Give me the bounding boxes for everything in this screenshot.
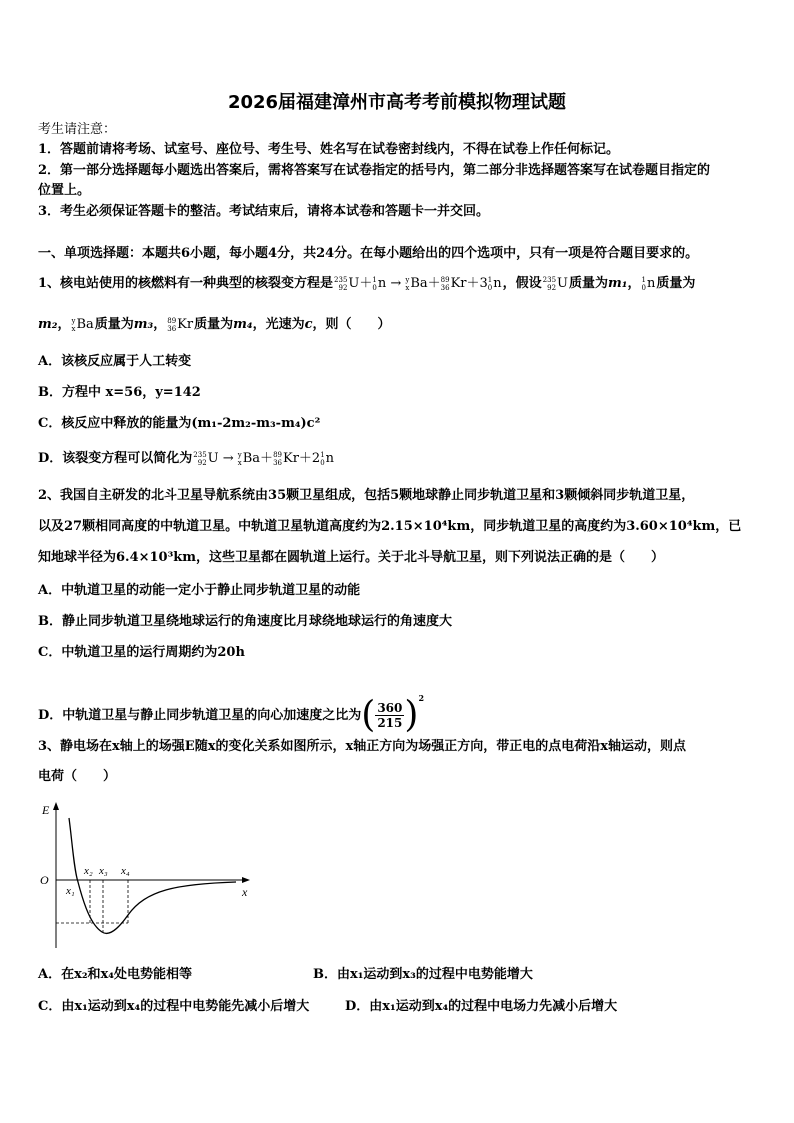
q3-option-d[interactable]: D．由x₁运动到x₄的过程中电场力先减小后增大 <box>345 999 618 1014</box>
q1-stem-line2: m₂，y xBa质量为m₃，89 36Kr质量为m₄，光速为c，则（ ） <box>38 316 391 333</box>
q2-frac-den: 215 <box>377 716 403 730</box>
q1-line2-e: ，则（ ） <box>312 317 391 332</box>
q2-ratio-fraction <box>375 701 404 730</box>
q2-left-paren: ( <box>361 694 376 736</box>
q1-c: c <box>304 317 313 332</box>
label-x4: x₄ <box>121 865 130 877</box>
q1-option-d-text: D．该裂变方程可以简化为 <box>38 451 193 466</box>
q3-stem-line1: 3、静电场在x轴上的场强E随x的变化关系如图所示，x轴正方向为场强正方向，带正电的点电荷沿x轴运动，则点 <box>38 739 686 754</box>
notice-item-3: 3．考生必须保证答题卡的整洁。考试结束后，请将本试卷和答题卡一并交回。 <box>38 204 490 219</box>
page-title: 2026届福建漳州市高考考前模拟物理试题 <box>227 92 567 113</box>
q1-stem-e: 质量为 <box>656 276 696 291</box>
q1-equation: 235 92U＋1 0n → y xBa＋89 36Kr＋31 0n <box>334 275 502 292</box>
q1-line2-a: 质量为 <box>94 317 134 332</box>
q1-option-d[interactable] <box>38 450 758 468</box>
notice-heading: 考生请注意： <box>38 122 117 137</box>
x-axis-arrow <box>242 877 250 883</box>
q1-kr-symbol: 89 36Kr <box>167 316 194 333</box>
q1-simplified-equation: 235 92U → y xBa＋89 36Kr＋21 0n <box>193 450 335 467</box>
label-origin: O <box>40 873 49 887</box>
field-curve <box>69 818 236 933</box>
q2-option-b[interactable]: B．静止同步轨道卫星绕地球运行的角速度比月球绕地球运行的角速度大 <box>38 614 452 629</box>
notice-item-2-cont: 位置上。 <box>38 183 91 198</box>
notice-item-1: 1．答题前请将考场、试室号、座位号、考生号、姓名写在试卷密封线内，不得在试卷上作任何标记。 <box>38 142 620 157</box>
q2-option-d[interactable] <box>38 676 758 738</box>
q2-stem-line3: 知地球半径为6.4×10³km，这些卫星都在圆轨道上运行。关于北斗导航卫星，则下列说法正确的是（ ） <box>38 550 665 565</box>
e-axis-arrow <box>53 802 59 810</box>
q1-m1: m₁ <box>608 276 628 291</box>
q2-stem-line2: 以及27颗相同高度的中轨道卫星。中轨道卫星轨道高度约为2.15×10⁴km，同步轨道卫星的高度约为3.60×10⁴km，已 <box>38 519 742 534</box>
q1-u235-symbol: 235 92U <box>542 275 568 292</box>
q2-option-a[interactable]: A．中轨道卫星的动能一定小于静止同步轨道卫星的动能 <box>38 583 361 598</box>
q1-stem-a: 1、核电站使用的核燃料有一种典型的核裂变方程是 <box>38 276 334 291</box>
q1-option-a[interactable]: A．该核反应属于人工转变 <box>38 354 192 369</box>
q2-frac-num: 360 <box>377 701 403 715</box>
notice-item-2: 2．第一部分选择题每小题选出答案后，需将答案写在试卷指定的括号内，第二部分非选择题答案写在试卷题目指定的 <box>38 163 711 178</box>
label-x2: x₂ <box>84 865 93 877</box>
q2-option-d-text: D．中轨道卫星与静止同步轨道卫星的向心加速度之比为 <box>38 708 362 723</box>
q1-ba-symbol: y xBa <box>71 316 94 333</box>
q2-stem-line1: 2、我国自主研发的北斗卫星导航系统由35颗卫星组成，包括5颗地球静止同步轨道卫星和3颗倾斜同步轨道卫星， <box>38 488 695 503</box>
q1-stem-c: 质量为 <box>569 276 609 291</box>
q1-m3: m₃ <box>133 317 154 332</box>
q2-exponent: 2 <box>418 693 425 703</box>
q1-option-b[interactable]: B．方程中 x=56，y=142 <box>38 385 201 400</box>
q1-stem-d: ， <box>627 276 641 291</box>
q2-option-c[interactable]: C．中轨道卫星的运行周期约为20h <box>38 645 245 660</box>
q1-neutron-symbol: 1 0n <box>641 275 656 292</box>
q3-option-c[interactable]: C．由x₁运动到x₄的过程中电势能先减小后增大 <box>38 999 310 1014</box>
label-x1: x₁ <box>66 885 75 897</box>
field-strength-graph <box>36 800 256 955</box>
q1-line2-b: ， <box>153 317 167 332</box>
q1-m2: m₂ <box>38 317 58 332</box>
q3-stem-line2: 电荷（ ） <box>38 769 117 784</box>
section-heading: 一、单项选择题：本题共6小题，每小题4分，共24分。在每小题给出的四个选项中，只有一项是符合题目要求的。 <box>38 246 699 261</box>
q1-line2-c: 质量为 <box>194 317 234 332</box>
q1-m4: m₄ <box>233 317 253 332</box>
q1-line2-d: ，光速为 <box>252 317 305 332</box>
q2-right-paren: ) <box>404 694 419 736</box>
q3-option-a[interactable]: A．在x₂和x₄处电势能相等 <box>38 967 192 982</box>
q1-stem-line1 <box>38 275 758 293</box>
q1-option-c[interactable]: C．核反应中释放的能量为(m₁-2m₂-m₃-m₄)c² <box>38 416 321 431</box>
label-x3: x₃ <box>99 865 108 877</box>
q3-option-b[interactable]: B．由x₁运动到x₃的过程中电势能增大 <box>313 967 533 982</box>
label-e: E <box>42 803 50 817</box>
q1-stem-b: ，假设 <box>502 276 542 291</box>
label-x: x <box>242 885 248 899</box>
